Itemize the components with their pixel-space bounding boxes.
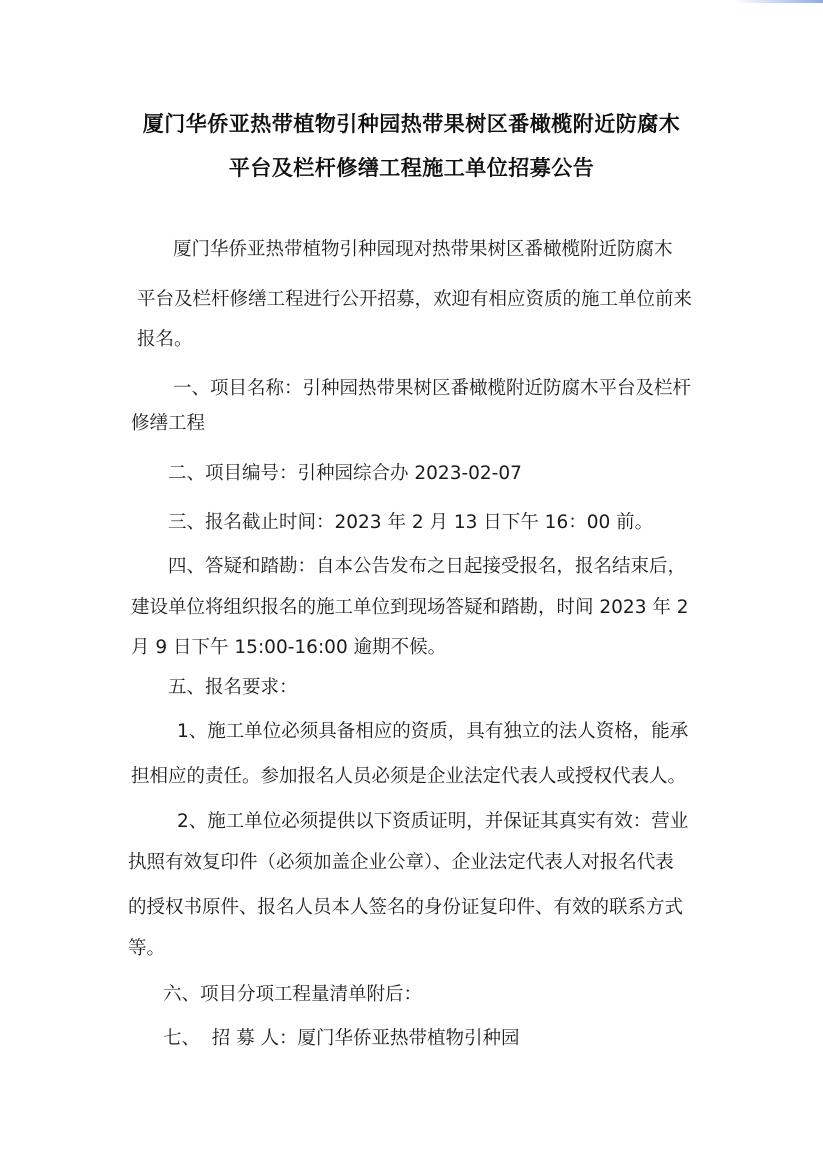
recruiter: 七、 招 募 人：厦门华侨亚热带植物引种园 (163, 1028, 520, 1049)
requirement-1-line-2: 担相应的责任。参加报名人员必须是企业法定代表人或授权代表人。 (131, 766, 687, 787)
requirement-1-line-1: 1、施工单位必须具备相应的资质，具有独立的法人资格，能承 (177, 721, 689, 742)
intro-line-1: 厦门华侨亚热带植物引种园现对热带果树区番橄榄附近防腐木 (173, 239, 673, 260)
registration-deadline: 三、报名截止时间：2023 年 2 月 13 日下午 16：00 前。 (168, 512, 654, 533)
project-name-line-1: 一、项目名称：引种园热带果树区番橄榄附近防腐木平台及栏杆 (173, 378, 692, 399)
site-visit-line-1: 四、答疑和踏勘：自本公告发布之日起接受报名，报名结束后， (168, 556, 687, 577)
requirement-2-line-1: 2、施工单位必须提供以下资质证明，并保证其真实有效：营业 (177, 811, 689, 832)
site-visit-line-2: 建设单位将组织报名的施工单位到现场答疑和踏勘，时间 2023 年 2 (131, 597, 689, 618)
intro-line-3: 报名。 (137, 329, 193, 350)
bill-of-quantities-note: 六、项目分项工程量清单附后： (163, 984, 423, 1005)
project-number: 二、项目编号：引种园综合办 2023-02-07 (168, 463, 522, 484)
requirements-heading: 五、报名要求： (168, 677, 298, 698)
project-name-line-2: 修缮工程 (131, 413, 206, 434)
requirement-2-line-3: 的授权书原件、报名人员本人签名的身份证复印件、有效的联系方式 (128, 897, 684, 918)
document-title-line-2: 平台及栏杆修缮工程施工单位招募公告 (228, 156, 595, 180)
site-visit-line-3: 月 9 日下午 15:00-16:00 逾期不候。 (131, 637, 447, 658)
document-title-line-1: 厦门华侨亚热带植物引种园热带果树区番橄榄附近防腐木 (142, 112, 681, 136)
intro-line-2: 平台及栏杆修缮工程进行公开招募，欢迎有相应资质的施工单位前来 (137, 289, 693, 310)
scan-edge-mark (733, 0, 823, 3)
requirement-2-line-2: 执照有效复印件（必须加盖企业公章）、企业法定代表人对报名代表 (128, 852, 674, 873)
requirement-2-line-4: 等。 (128, 938, 166, 959)
